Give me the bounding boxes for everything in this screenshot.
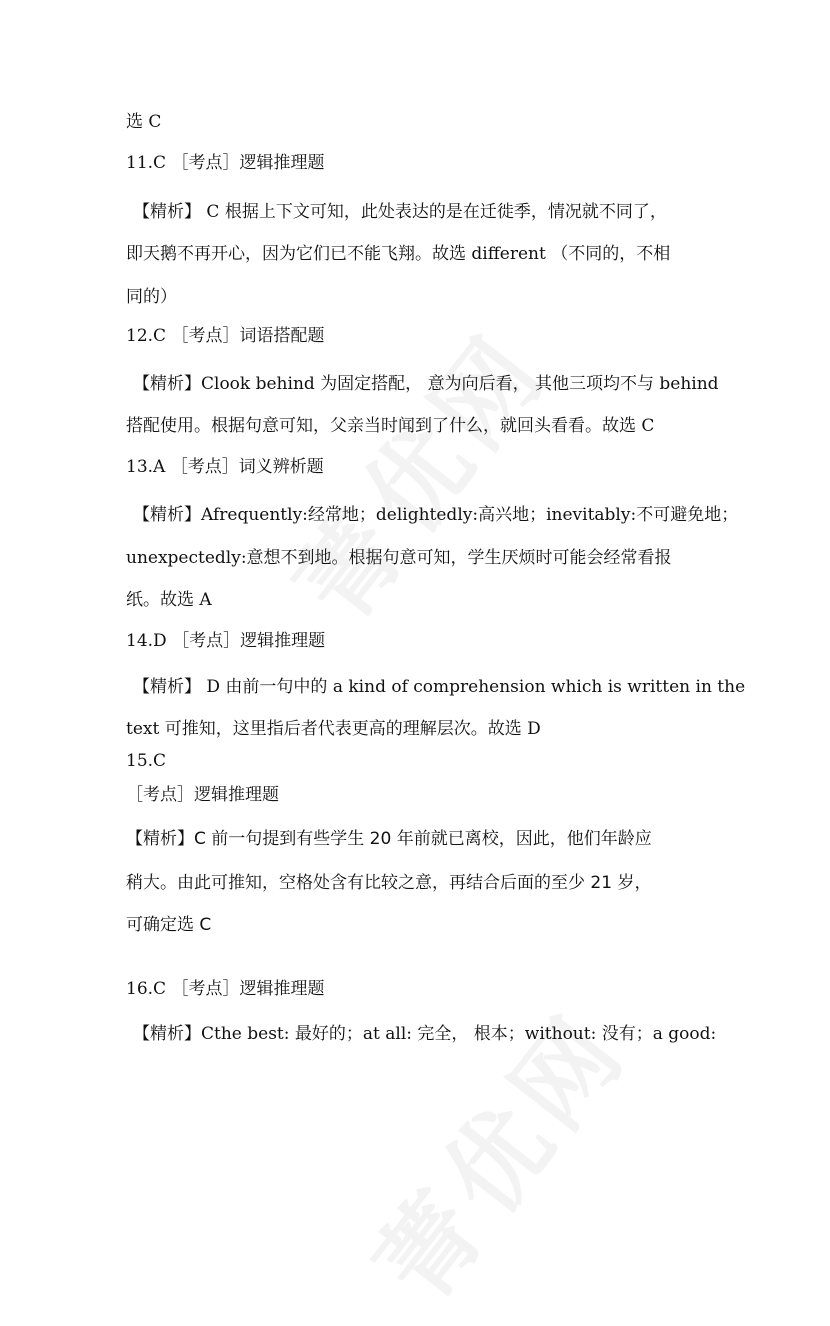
question-11-analysis-line-1: 【精析】 C 根据上下文可知，此处表达的是在迁徙季，情况就不同了， [133, 202, 667, 222]
question-14-analysis-line-2: text 可推知，这里指后者代表更高的理解层次。故选 D [126, 719, 541, 739]
question-11-analysis-line-3: 同的） [126, 287, 177, 307]
question-13-analysis-line-3: 纸。故选 A [126, 590, 212, 610]
question-15-analysis-line-2: 稍大。由此可推知，空格处含有比较之意，再结合后面的至少 21 岁， [126, 873, 652, 893]
question-15-analysis-line-1: 【精析】C 前一句提到有些学生 20 年前就已离校，因此，他们年龄应 [126, 829, 652, 849]
question-16-analysis-line-1: 【精析】Cthe best: 最好的；at all: 完全， 根本；without: 没有；a good: [133, 1024, 717, 1044]
question-14-analysis-line-1: 【精析】 D 由前一句中的 a kind of comprehension which is written in the [133, 677, 746, 697]
question-13-heading: 13.A ［考点］词义辨析题 [126, 457, 324, 477]
question-16-heading: 16.C ［考点］逻辑推理题 [126, 979, 325, 999]
question-13-analysis-line-1: 【精析】Afrequently:经常地；delightedly:高兴地；inevitably:不可避免地； [133, 505, 739, 525]
question-14-heading: 14.D ［考点］逻辑推理题 [126, 631, 326, 651]
question-12-analysis-line-2: 搭配使用。根据句意可知，父亲当时闻到了什么，就回头看看。故选 C [126, 416, 655, 436]
question-11-heading: 11.C ［考点］逻辑推理题 [126, 153, 325, 173]
question-15-analysis-line-3: 可确定选 C [126, 915, 212, 935]
answer-line-select-c: 选 C [126, 112, 162, 132]
question-13-analysis-line-2: unexpectedly:意想不到地。根据句意可知，学生厌烦时可能会经常看报 [126, 548, 672, 568]
question-12-analysis-line-1: 【精析】Clook behind 为固定搭配， 意为向后看， 其他三项均不与 behind [133, 374, 719, 394]
question-12-heading: 12.C ［考点］词语搭配题 [126, 326, 325, 346]
question-15-topic: ［考点］逻辑推理题 [126, 785, 279, 805]
question-11-analysis-line-2: 即天鹅不再开心，因为它们已不能飞翔。故选 different （不同的，不相 [126, 244, 671, 264]
question-15-heading: 15.C [126, 751, 167, 771]
